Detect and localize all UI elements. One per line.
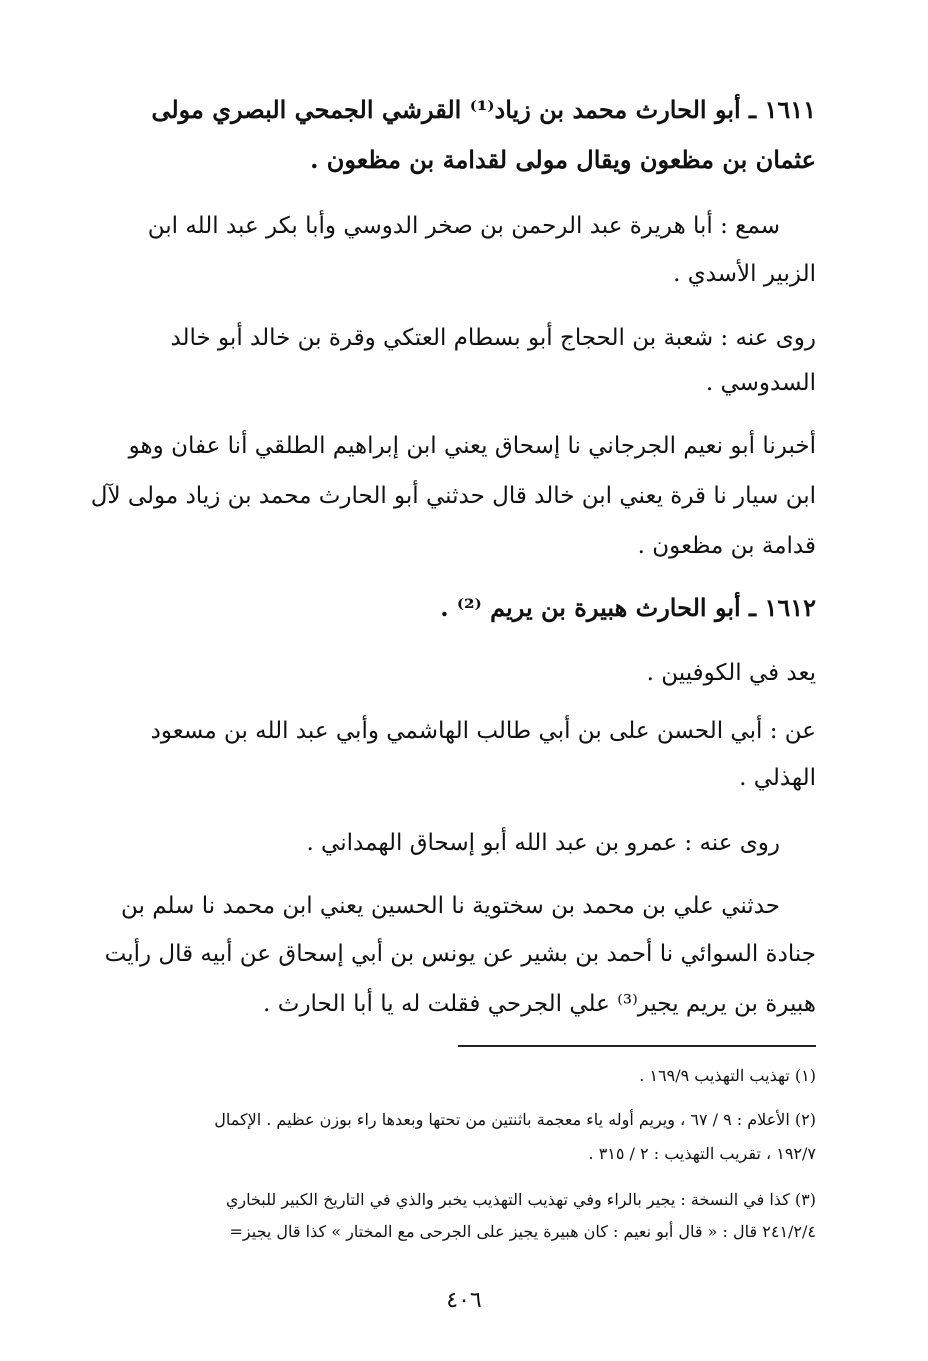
entry-1611-isnad-line-3: قدامة بن مظعون . xyxy=(637,533,816,559)
entry-1612-narrated-by: روى عنه : عمرو بن عبد الله أبو إسحاق الهمداني . xyxy=(306,830,780,856)
entry-1612-counted-among: يعد في الكوفيين . xyxy=(646,660,816,686)
entry-1612-isnad-line-1: حدثني علي بن محمد بن سختوية نا الحسين يعني ابن محمد نا سلم بن xyxy=(121,893,780,919)
entry-1611-narrated-by-line-1: روى عنه : شعبة بن الحجاج أبو بسطام العتكي وقرة بن خالد أبو خالد xyxy=(170,325,816,351)
entry-1612-heading: ١٦١٢ ـ أبو الحارث هبيرة بن يريم ⁽²⁾ . xyxy=(440,593,816,622)
entry-1611-heading-line-2: عثمان بن مظعون ويقال مولى لقدامة بن مظعون . xyxy=(310,145,816,174)
entry-1612-isnad-line-3: هبيرة بن يريم يجير⁽³⁾ علي الجرحي فقلت له يا أبا الحارث . xyxy=(263,991,816,1017)
footnote-2-line-1: (٢) الأعلام : ٩ / ٦٧ ، ويريم أوله ياء معجمة باثنتين من تحتها وبعدها راء بوزن عظيم . الإكمال xyxy=(214,1110,816,1129)
entry-1612-from-line-1: عن : أبي الحسن على بن أبي طالب الهاشمي وأبي عبد الله بن مسعود xyxy=(150,718,816,744)
entry-1611-heading-line-1: ١٦١١ ـ أبو الحارث محمد بن زياد⁽¹⁾ القرشي الجمحي البصري مولى xyxy=(151,95,816,124)
footnote-3-line-1: (٣) كذا في النسخة : يجير بالراء وفي تهذيب التهذيب يخبر والذي في التاريخ الكبير للبخاري xyxy=(225,1190,816,1209)
entry-1612-from-line-2: الهذلي . xyxy=(739,765,816,791)
footnote-1: (١) تهذيب التهذيب ١٦٩/٩ . xyxy=(639,1066,816,1085)
entry-1611-narrated-by-line-2: السدوسي . xyxy=(705,370,816,396)
footnote-3-line-2: ٢٤١/٢/٤ قال : « قال أبو نعيم : كان هبيرة يجيز على الجرحى مع المختار » كذا قال يجيز= xyxy=(229,1222,816,1241)
footnote-divider xyxy=(458,1045,816,1047)
entry-1611-heard-from-line-2: الزبير الأسدي . xyxy=(673,261,816,287)
entry-1611-isnad-line-2: ابن سيار نا قرة يعني ابن خالد قال حدثني أبو الحارث محمد بن زياد مولى لآل xyxy=(90,483,816,509)
footnote-2-line-2: ١٩٢/٧ ، تقريب التهذيب : ٢ / ٣١٥ . xyxy=(588,1144,816,1163)
entry-1611-heard-from-line-1: سمع : أبا هريرة عبد الرحمن بن صخر الدوسي وأبا بكر عبد الله ابن xyxy=(147,213,780,239)
entry-1611-isnad-line-1: أخبرنا أبو نعيم الجرجاني نا إسحاق يعني ابن إبراهيم الطلقي أنا عفان وهو xyxy=(128,433,816,459)
page-number: ٤٠٦ xyxy=(446,1288,482,1313)
entry-1612-isnad-line-2: جنادة السوائي نا أحمد بن بشير عن يونس بن أبي إسحاق عن أبيه قال رأيت xyxy=(104,941,816,967)
